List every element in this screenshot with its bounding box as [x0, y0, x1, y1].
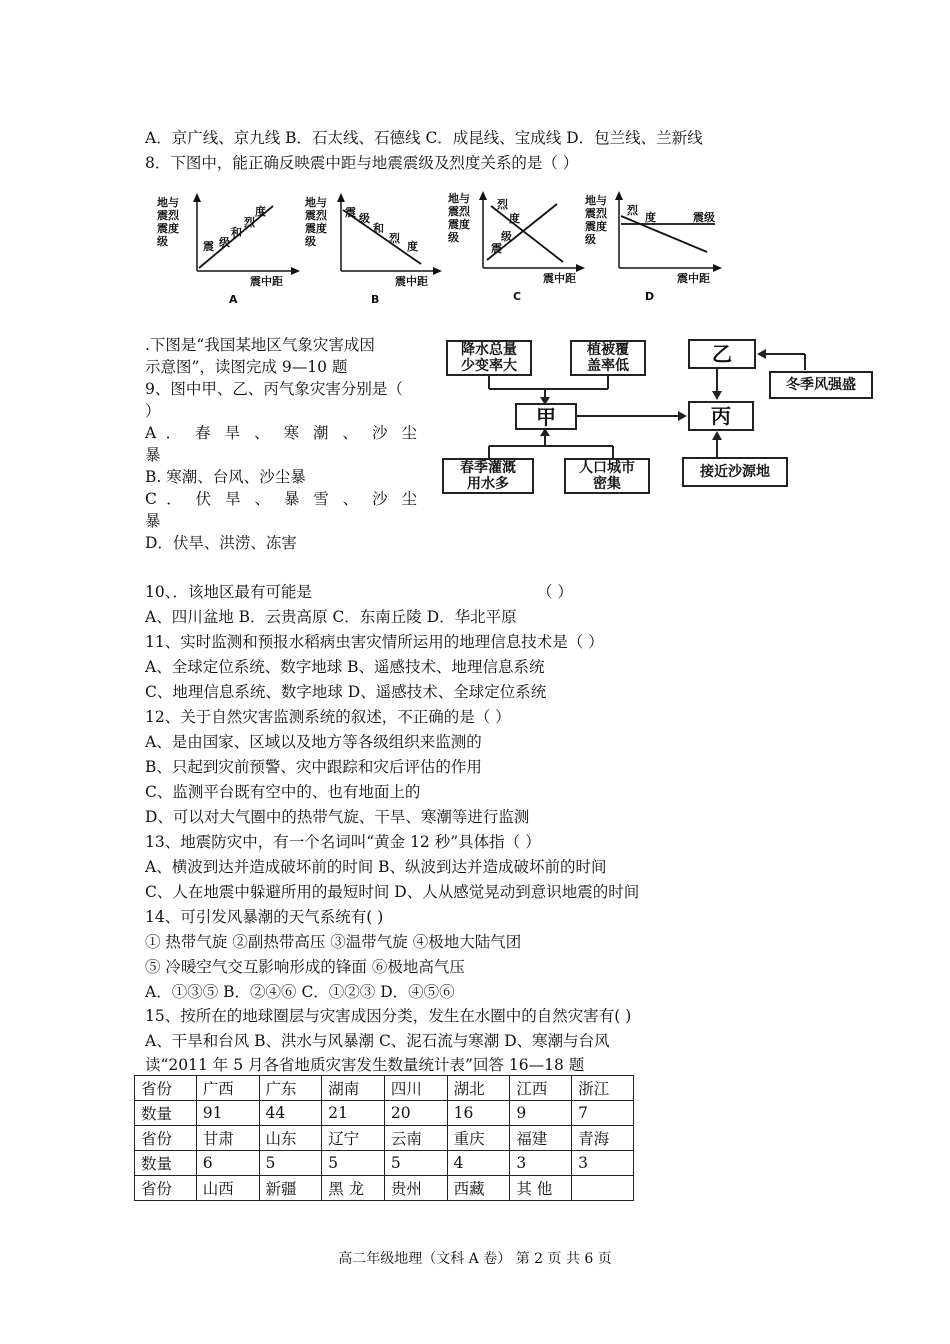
- box-yi: 乙: [688, 339, 756, 369]
- box-text: 盖率低: [587, 358, 629, 374]
- box-text: 人口城市: [579, 460, 635, 476]
- box-text: 春季灌溉: [460, 460, 516, 476]
- curve-label: 震: [345, 206, 356, 219]
- curve-label: 震: [491, 242, 502, 255]
- y-axis-label: 震度: [448, 218, 470, 231]
- table-cell: 山东: [259, 1126, 322, 1151]
- table-cell: 7: [572, 1101, 634, 1126]
- curve-label: 级: [219, 236, 230, 249]
- table-intro: 读“2011 年 5 月各省地质灾害发生数量统计表”回答 16—18 题: [145, 1056, 585, 1074]
- table-cell: 数量: [135, 1101, 197, 1126]
- x-axis-label: 震中距: [543, 272, 576, 285]
- q9-block: [145, 378, 417, 554]
- q10-stem: 10、．该地区最有可能是: [145, 583, 312, 601]
- graph-label: D: [645, 290, 655, 303]
- table-cell: 9: [510, 1101, 572, 1126]
- x-axis-label: 震中距: [677, 272, 710, 285]
- curve-label: 级: [359, 212, 370, 225]
- q7-options: A．京广线、京九线 B．石太线、石德线 C．成昆线、宝成线 D．包兰线、兰新线: [145, 129, 703, 147]
- curve-label: 度: [509, 212, 520, 225]
- page-footer: 高二年级地理（文科 A 卷） 第 2 页 共 6 页: [338, 1251, 612, 1267]
- curve-label: 烈: [244, 216, 255, 229]
- y-axis-label: 级: [448, 231, 459, 244]
- box-population: [564, 458, 650, 494]
- table-cell: [572, 1176, 634, 1201]
- curve-label: 级: [501, 230, 512, 243]
- q9-option-d: D．伏旱、洪涝、冻害: [145, 534, 297, 552]
- table-cell: 数量: [135, 1151, 197, 1176]
- q12-option-b: B、只起到灾前预警、灾中跟踪和灾后评估的作用: [145, 758, 482, 776]
- box-text: 少变率大: [461, 358, 517, 374]
- box-vegetation: [570, 340, 646, 376]
- q15-options: A、干旱和台风 B、洪水与风暴潮 C、泥石流与寒潮 D、寒潮与台风: [145, 1032, 610, 1050]
- q14-stem: 14、可引发风暴潮的天气系统有( ): [145, 908, 384, 926]
- q11-stem: 11、实时监测和预报水稻病虫害灾情所运用的地理信息技术是（ ）: [145, 633, 604, 651]
- intro-line-2: 示意图”，读图完成 9—10 题: [145, 358, 348, 376]
- table-cell: 山西: [196, 1176, 259, 1201]
- q9-option-b: B. 寒潮、台风、沙尘暴: [145, 468, 306, 486]
- q13-options-cd: C、人在地震中躲避所用的最短时间 D、人从感觉晃动到意识地震的时间: [145, 883, 640, 901]
- y-axis-label: 震烈: [157, 209, 179, 222]
- graph-d: [585, 191, 722, 303]
- box-text: 植被覆: [587, 342, 629, 358]
- table-row: [135, 1126, 634, 1151]
- table-cell: 5: [384, 1151, 447, 1176]
- y-axis-label: 震烈: [305, 209, 327, 222]
- disaster-stats-table: [134, 1075, 634, 1201]
- y-axis-label: 级: [585, 233, 596, 246]
- q8-graphs: [145, 188, 750, 310]
- q11-options-cd: C、地理信息系统、数字地球 D、遥感技术、全球定位系统: [145, 683, 547, 701]
- box-bing: 丙: [688, 401, 754, 431]
- y-axis-label: 震烈: [585, 207, 607, 220]
- table-cell: 21: [322, 1101, 385, 1126]
- curve-label: 度: [407, 240, 418, 253]
- curve-label: 烈: [497, 198, 508, 211]
- q14-options: A．①③⑤ B．②④⑥ C．①②③ D．④⑤⑥: [145, 983, 455, 1001]
- table-cell: 辽宁: [322, 1126, 385, 1151]
- y-axis-label: 级: [157, 235, 168, 248]
- table-cell: 甘肃: [196, 1126, 259, 1151]
- table-cell: 广东: [259, 1076, 322, 1101]
- table-cell: 浙江: [572, 1076, 634, 1101]
- y-axis-label: 地与: [448, 192, 470, 205]
- curve-label: 震级: [693, 211, 715, 224]
- curve-label: 和: [231, 226, 242, 239]
- intro-line-1: .下图是“我国某地区气象灾害成因: [145, 336, 375, 354]
- table-cell: 44: [259, 1101, 322, 1126]
- graph-c: [448, 191, 585, 303]
- table-cell: 20: [384, 1101, 447, 1126]
- box-text: 用水多: [467, 476, 509, 492]
- table-cell: 6: [196, 1151, 259, 1176]
- q12-option-c: C、监测平台既有空中的、也有地面上的: [145, 783, 421, 801]
- table-cell: 91: [196, 1101, 259, 1126]
- table-cell: 云南: [384, 1126, 447, 1151]
- graph-label: A: [229, 293, 238, 306]
- q9-option-a-cont: 暴: [145, 446, 161, 464]
- q15-stem: 15、按所在的地球圈层与灾害成因分类，发生在水圈中的自然灾害有( ): [145, 1007, 632, 1025]
- box-sand-source: 接近沙源地: [682, 457, 788, 487]
- table-cell: 省份: [135, 1126, 197, 1151]
- table-cell: 其 他: [510, 1176, 572, 1201]
- table-cell: 广西: [196, 1076, 259, 1101]
- y-axis-label: 震度: [585, 220, 607, 233]
- table-row: [135, 1176, 634, 1201]
- table-cell: 贵州: [384, 1176, 447, 1201]
- y-axis-label: 级: [305, 235, 316, 248]
- q14-items-2: ⑤ 冷暖空气交互影响形成的锋面 ⑥极地高气压: [145, 958, 465, 976]
- y-axis-label: 地与: [157, 196, 179, 209]
- box-spring-irrigation: [442, 458, 534, 494]
- table-cell: 4: [447, 1151, 510, 1176]
- curve-label: 度: [645, 211, 656, 224]
- table-cell: 3: [572, 1151, 634, 1176]
- q11-options-ab: A、全球定位系统、数字地球 B、遥感技术、地理信息系统: [145, 658, 545, 676]
- box-text: 降水总量: [461, 342, 517, 358]
- table-row: [135, 1076, 634, 1101]
- x-axis-label: 震中距: [250, 275, 283, 288]
- q10-options: A、四川盆地 B．云贵高原 C．东南丘陵 D．华北平原: [145, 608, 517, 626]
- curve-label: 烈: [627, 204, 638, 217]
- q9-stem: 9、图中甲、乙、丙气象灾害分别是（: [145, 380, 403, 398]
- table-row: [135, 1101, 634, 1126]
- q9-stem-cont: ）: [145, 402, 161, 420]
- q12-option-a: A、是由国家、区域以及地方等各级组织来监测的: [145, 733, 482, 751]
- graph-label: B: [371, 293, 380, 306]
- graph-label: C: [513, 290, 522, 303]
- curve-label: 烈: [389, 232, 400, 245]
- table-cell: 江西: [510, 1076, 572, 1101]
- q13-options-ab: A、横波到达并造成破坏前的时间 B、纵波到达并造成破坏前的时间: [145, 858, 607, 876]
- box-text: 密集: [593, 476, 621, 492]
- y-axis-label: 地与: [305, 196, 327, 209]
- table-cell: 省份: [135, 1076, 197, 1101]
- table-cell: 湖南: [322, 1076, 385, 1101]
- table-cell: 四川: [384, 1076, 447, 1101]
- curve-label: 和: [373, 222, 384, 235]
- y-axis-label: 震度: [305, 222, 327, 235]
- table-cell: 新疆: [259, 1176, 322, 1201]
- q13-stem: 13、地震防灾中，有一个名词叫“黄金 12 秒”具体指（ ）: [145, 833, 541, 851]
- x-axis-label: 震中距: [395, 275, 428, 288]
- box-jia: 甲: [515, 403, 577, 430]
- table-cell: 5: [259, 1151, 322, 1176]
- q9-option-c-cont: 暴: [145, 512, 161, 530]
- table-cell: 西藏: [447, 1176, 510, 1201]
- table-cell: 黑 龙: [322, 1176, 385, 1201]
- table-row: [135, 1151, 634, 1176]
- curve-label: 度: [255, 205, 266, 218]
- curve-label: 震: [203, 240, 214, 253]
- q9-option-a: A ． 春 旱 、 寒 潮 、 沙 尘: [145, 424, 417, 442]
- q8-stem: 8．下图中，能正确反映震中距与地震震级及烈度关系的是（ ）: [145, 154, 579, 172]
- graph-a: [157, 193, 300, 306]
- box-winter-monsoon: 冬季风强盛: [769, 371, 873, 399]
- q12-option-d: D、可以对大气圈中的热带气旋、干旱、寒潮等进行监测: [145, 808, 530, 826]
- q14-items-1: ① 热带气旋 ②副热带高压 ③温带气旋 ④极地大陆气团: [145, 933, 522, 951]
- graph-b: [305, 193, 442, 306]
- table-cell: 省份: [135, 1176, 197, 1201]
- table-cell: 3: [510, 1151, 572, 1176]
- table-cell: 重庆: [447, 1126, 510, 1151]
- y-axis-label: 震烈: [448, 205, 470, 218]
- box-rainfall: [446, 340, 532, 376]
- q10-paren: （ ）: [537, 583, 573, 601]
- q9-option-c: C ． 伏 旱 、 暴 雪 、 沙 尘: [145, 490, 417, 508]
- q12-stem: 12、关于自然灾害监测系统的叙述，不正确的是（ ）: [145, 708, 511, 726]
- table-cell: 湖北: [447, 1076, 510, 1101]
- disaster-cause-diagram: [437, 335, 877, 500]
- y-axis-label: 震度: [157, 222, 179, 235]
- table-cell: 5: [322, 1151, 385, 1176]
- y-axis-label: 地与: [585, 194, 607, 207]
- table-cell: 16: [447, 1101, 510, 1126]
- table-cell: 青海: [572, 1126, 634, 1151]
- table-cell: 福建: [510, 1126, 572, 1151]
